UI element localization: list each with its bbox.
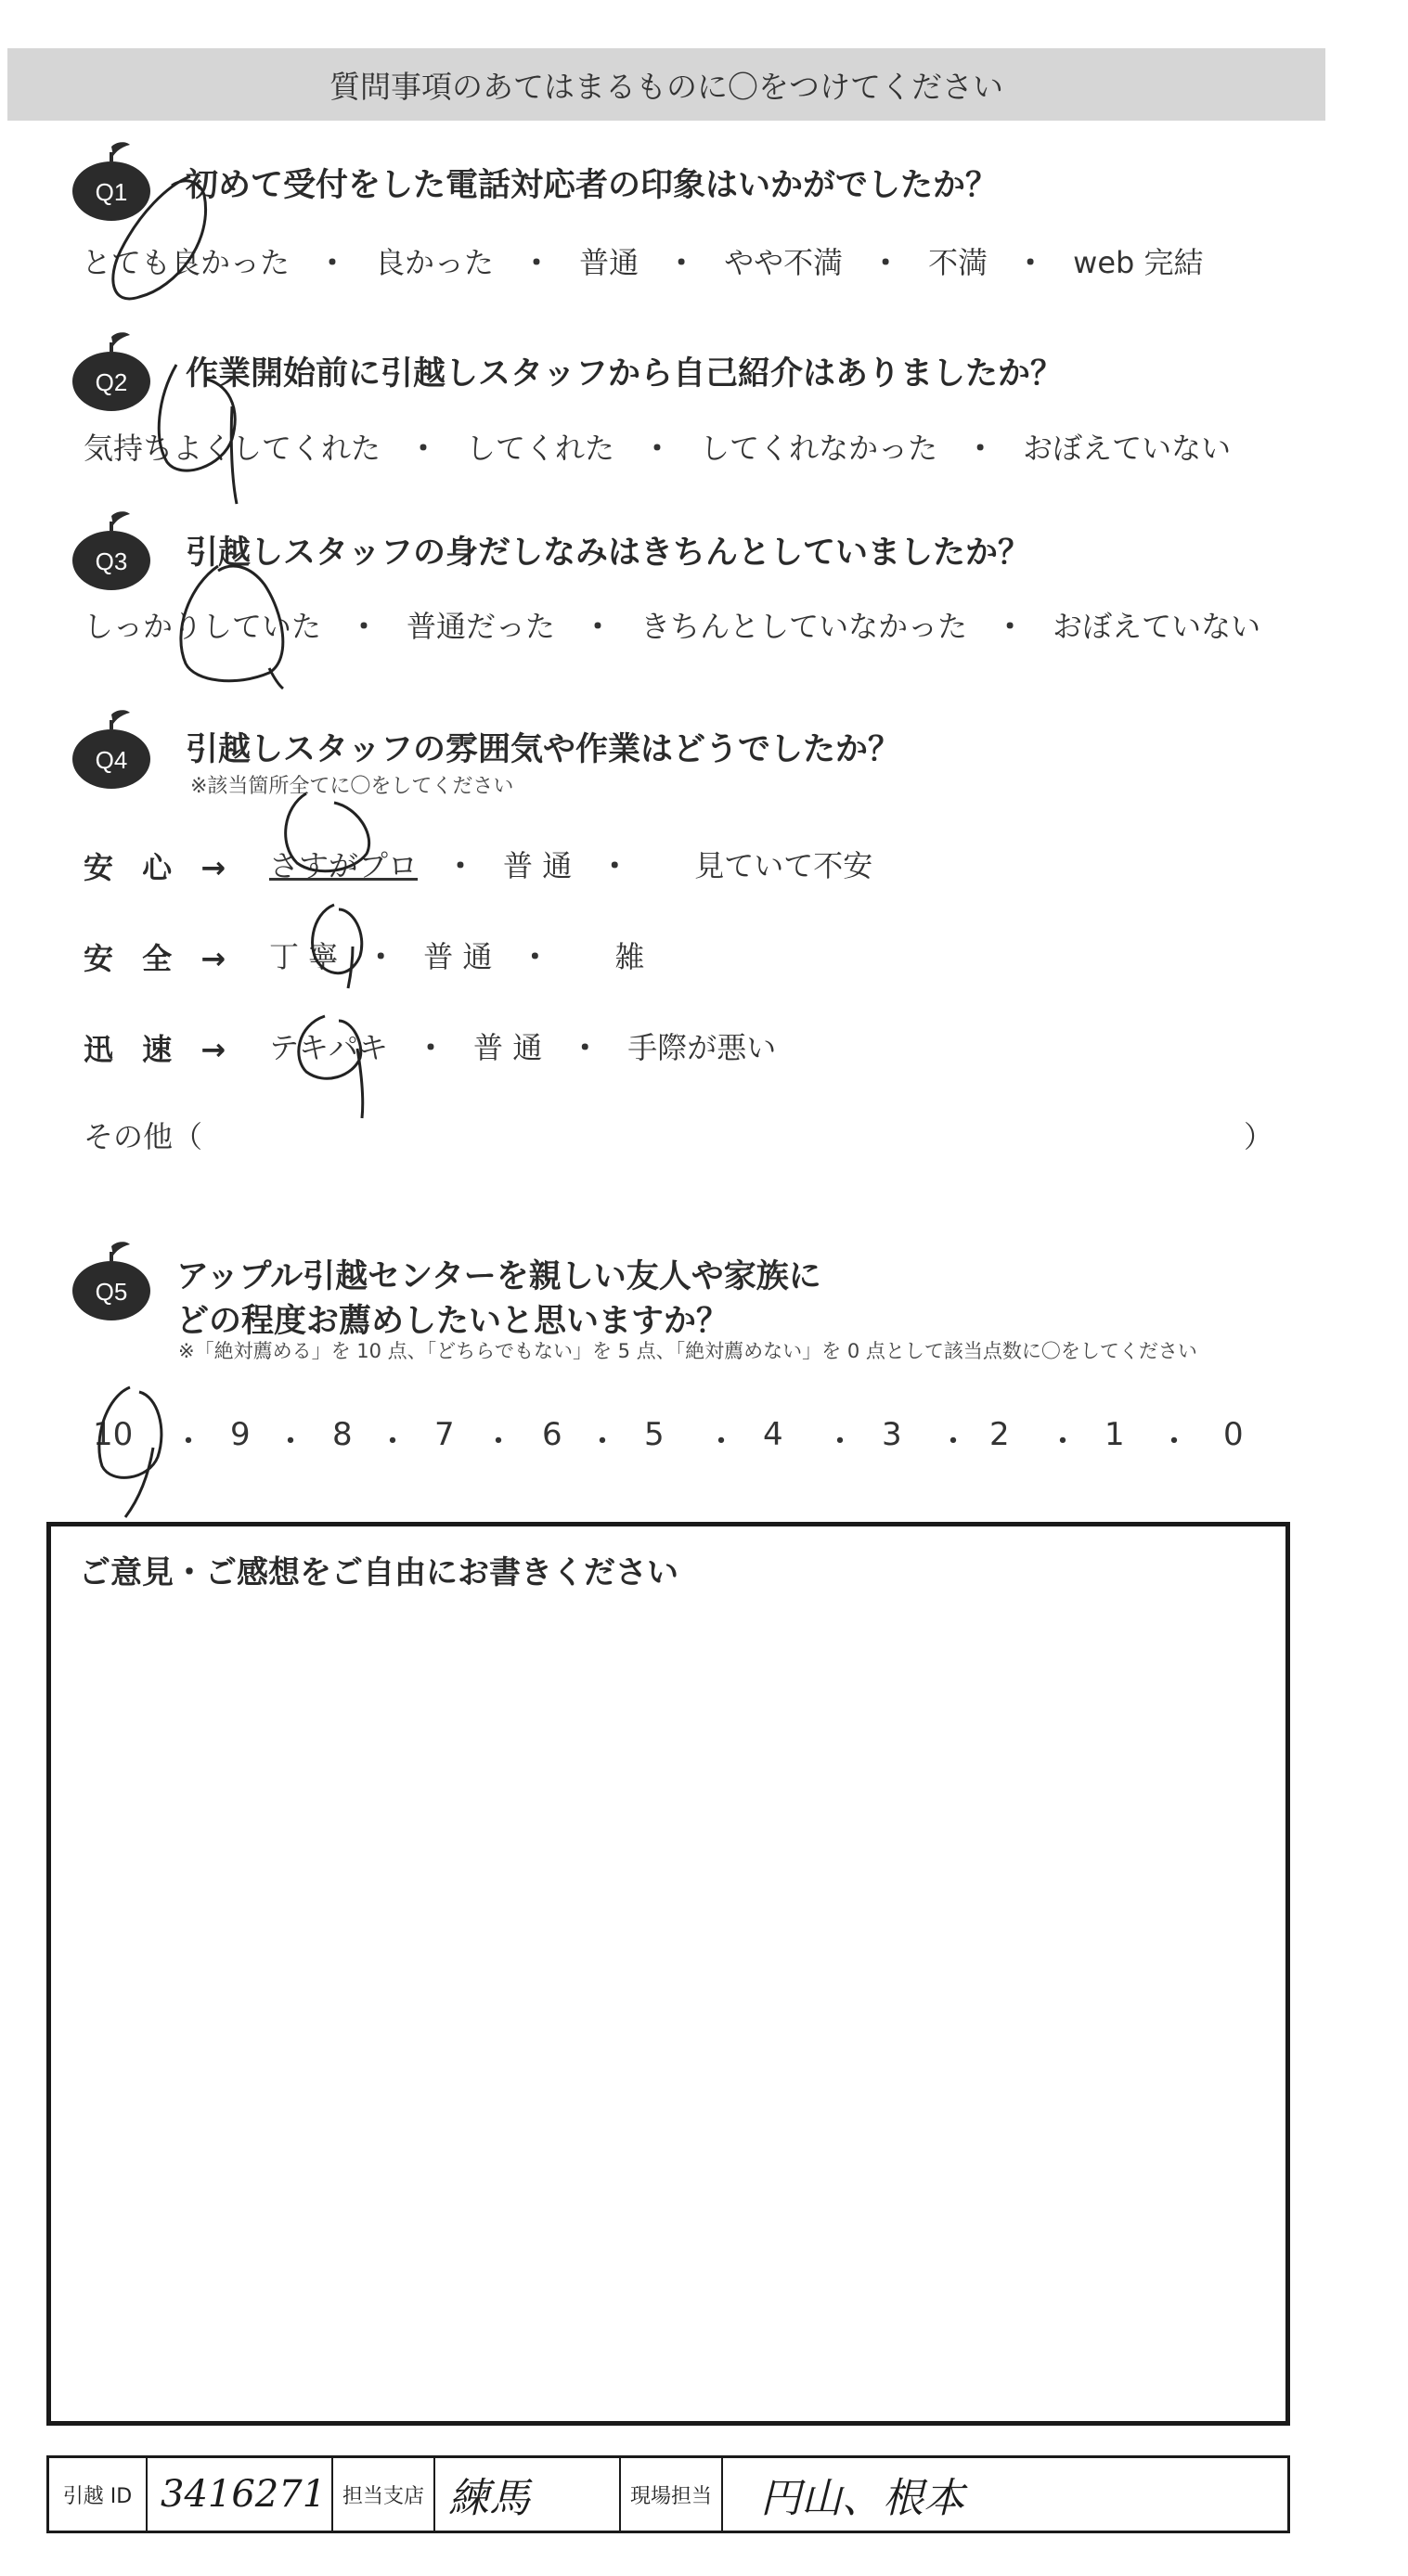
q3-option[interactable]: しっかりしていた [84, 609, 322, 644]
q1-option[interactable]: やや不満 [724, 245, 844, 280]
q5-title-line1: アップル引越センターを親しい友人や家族に [176, 1258, 821, 1295]
site-staff-value[interactable]: 円山、根本 [760, 2475, 964, 2522]
move-id-value[interactable]: 3416271 [148, 2458, 333, 2531]
q3-title: 引越しスタッフの身だしなみはきちんとしていましたか？ [186, 535, 1031, 572]
separator-dot: ・ [666, 245, 697, 280]
q5-score[interactable]: 8 [332, 1416, 353, 1453]
q4-other-close-paren: ） [1244, 1119, 1274, 1154]
separator-dot: ・ [520, 939, 550, 974]
q4-row-safety-options [269, 843, 872, 885]
separator-dot: ・ [995, 609, 1026, 644]
q5-note: ※「絶対薦める」を 10 点、「どちらでもない」を 5 点、「絶対薦めない」を 0 点として該当点数に〇をしてください [178, 1340, 1197, 1362]
separator-dot: ・ [522, 245, 552, 280]
q1-option[interactable]: 不満 [928, 245, 988, 280]
separator-dot: ・ [824, 1423, 856, 1461]
separator-dot: ・ [1047, 1423, 1079, 1461]
q4-option[interactable]: 普 通 [423, 939, 493, 974]
branch-value[interactable]: 練馬 [435, 2458, 621, 2531]
separator-dot: ・ [173, 1423, 204, 1461]
separator-dot: ・ [937, 1423, 969, 1461]
q4-option[interactable]: テキパキ [269, 1030, 389, 1065]
separator-dot: ・ [317, 245, 348, 280]
q4-option[interactable]: 手際が悪い [627, 1030, 777, 1065]
header-title: 質問事項のあてはまるものに〇をつけてください [329, 68, 1003, 105]
q4-other-open [84, 1114, 202, 1156]
q5-rating-scale [93, 1409, 1262, 1461]
q5-title-line2: どの程度お薦めしたいと思いますか？ [176, 1303, 730, 1340]
separator-dot: ・ [570, 1030, 601, 1065]
q5-badge-icon [65, 1239, 158, 1324]
q5-score[interactable]: 7 [434, 1416, 455, 1453]
q3-option[interactable]: きちんとしていなかった [640, 609, 968, 644]
q5-score[interactable]: 2 [989, 1416, 1010, 1453]
q5-score[interactable]: 9 [230, 1416, 251, 1453]
move-id-label: 引越 ID [49, 2458, 148, 2531]
q5-score[interactable]: 10 [93, 1416, 134, 1453]
comment-title: ご意見・ご感想をご自由にお書きください [79, 1554, 678, 1591]
q2-option[interactable]: してくれなかった [700, 431, 938, 466]
q4-row-security-options [269, 934, 644, 976]
q2-option[interactable]: おぼえていない [1023, 431, 1232, 466]
q4-row-label-safety: 安 心 → [84, 850, 236, 885]
q5-score[interactable]: 3 [882, 1416, 902, 1453]
q1-options [82, 239, 1204, 282]
q1-badge-label: Q1 [95, 178, 128, 206]
q4-badge-label: Q4 [95, 746, 128, 774]
q1-option[interactable]: 普通 [579, 245, 639, 280]
separator-dot: ・ [600, 848, 630, 883]
separator-dot: ・ [705, 1423, 737, 1461]
q4-option[interactable]: 普 通 [503, 848, 573, 883]
q4-other-close [1244, 1114, 1273, 1156]
separator-dot: ・ [583, 609, 614, 644]
q2-option[interactable]: 気持ちよくしてくれた [84, 431, 381, 466]
separator-dot: ・ [587, 1423, 618, 1461]
separator-dot: ・ [446, 848, 476, 883]
q4-note: ※該当箇所全てに〇をしてください [190, 775, 514, 798]
q4-row-label-speed: 迅 速 → [84, 1032, 236, 1067]
separator-dot: ・ [965, 431, 996, 466]
separator-dot: ・ [416, 1030, 446, 1065]
q3-option[interactable]: おぼえていない [1053, 609, 1261, 644]
site-staff-label: 現場担当 [621, 2458, 723, 2531]
q2-option[interactable]: してくれた [466, 431, 615, 466]
q2-badge-icon [65, 329, 158, 415]
q4-option[interactable]: 丁 寧 [269, 939, 339, 974]
comment-box[interactable] [46, 1522, 1290, 2426]
q2-options [84, 425, 1231, 468]
separator-dot: ・ [1015, 245, 1046, 280]
q3-options [84, 603, 1260, 646]
q3-option[interactable]: 普通だった [407, 609, 556, 644]
q5-score[interactable]: 5 [644, 1416, 665, 1453]
instruction-header [7, 48, 1325, 121]
q4-title: 引越しスタッフの雰囲気や作業はどうでしたか？ [186, 731, 901, 768]
branch-label: 担当支店 [333, 2458, 435, 2531]
q4-row-label-security: 安 全 → [84, 941, 236, 976]
q4-option[interactable]: 見ていて不安 [694, 848, 873, 883]
q4-option[interactable]: 普 通 [473, 1030, 543, 1065]
q1-option[interactable]: 良かった [375, 245, 495, 280]
q2-badge-label: Q2 [95, 368, 128, 396]
q4-option[interactable]: さすがプロ [269, 848, 419, 883]
separator-dot: ・ [642, 431, 673, 466]
q5-score[interactable]: 1 [1104, 1416, 1125, 1453]
q4-row-speed-options [269, 1024, 776, 1067]
q5-score[interactable]: 4 [763, 1416, 783, 1453]
q2-title: 作業開始前に引越しスタッフから自己紹介はありましたか？ [186, 355, 1064, 393]
footer-table [46, 2455, 1290, 2533]
q1-option[interactable]: とても良かった [82, 245, 291, 280]
q1-title: 初めて受付をした電話対応者の印象はいかがでしたか？ [186, 167, 999, 204]
separator-dot: ・ [483, 1423, 514, 1461]
separator-dot: ・ [366, 939, 396, 974]
q4-option[interactable]: 雑 [614, 939, 645, 974]
q4-other-label: その他（ [84, 1119, 203, 1154]
separator-dot: ・ [275, 1423, 306, 1461]
q4-badge-icon [65, 707, 158, 792]
q3-badge-label: Q3 [95, 547, 128, 575]
separator-dot: ・ [377, 1423, 408, 1461]
separator-dot: ・ [349, 609, 380, 644]
q5-score[interactable]: 6 [542, 1416, 562, 1453]
q3-badge-icon [65, 509, 158, 594]
q1-badge-icon [65, 139, 158, 225]
q1-option[interactable]: web 完結 [1073, 245, 1204, 280]
separator-dot: ・ [408, 431, 439, 466]
separator-dot: ・ [871, 245, 901, 280]
separator-dot: ・ [1158, 1423, 1190, 1461]
q5-badge-label: Q5 [95, 1278, 128, 1306]
q5-score[interactable]: 0 [1223, 1416, 1244, 1453]
